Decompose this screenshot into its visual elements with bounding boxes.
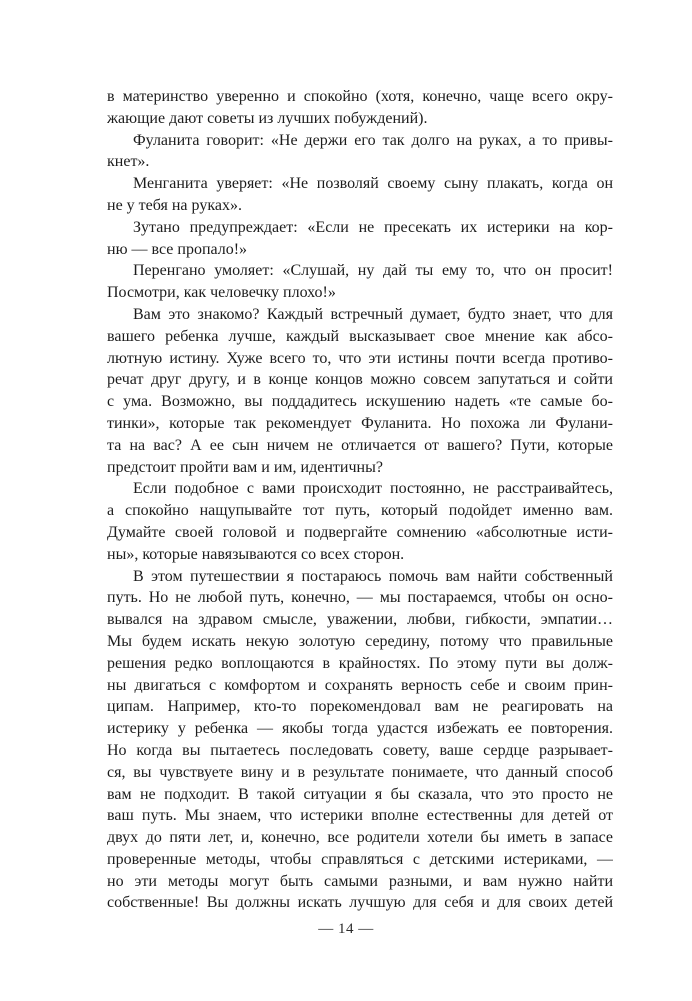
text-line: ню — все пропало!»	[107, 240, 248, 258]
text-line: проверенные методы, чтобы справляться с детскими истериками, —	[107, 850, 613, 868]
text-line: Зутано предупреждает: «Если не пресекать их истерики на кор-	[133, 218, 613, 236]
text-line: двух до пяти лет, и, конечно, все родители хотели бы иметь в запасе	[107, 829, 613, 847]
text-line: в материнство уверенно и спокойно (хотя, конечно, чаще всего окру-	[107, 88, 613, 105]
text-line: путь. Но не любой путь, конечно, — мы постараемся, чтобы он осно-	[107, 589, 613, 607]
text-line: Перенгано умоляет: «Слушай, ну дай ты ему то, что он просит!	[133, 262, 613, 280]
text-line: Думайте своей головой и подвергайте сомнению «абсолютные исти-	[107, 523, 613, 541]
text-line: но эти методы могут быть самыми разными, и вам нужно найти	[107, 872, 613, 890]
text-line: Фуланита говорит: «Не держи его так долго на руках, а то привы-	[133, 131, 613, 149]
text-line: ся, вы чувствуете вину и в результате понимаете, что данный способ	[107, 763, 613, 781]
text-line: та на вас? А ее сын ничем не отличается от вашего? Пути, которые	[107, 436, 613, 454]
text-line: истерику у ребенка — якобы тогда удастся избежать ее повторения.	[107, 720, 613, 738]
paragraph	[107, 86, 613, 130]
text-line: вывался на здравом смысле, уважении, любви, гибкости, эмпатии…	[107, 611, 613, 629]
paragraph	[107, 217, 613, 261]
paragraph	[107, 130, 613, 174]
text-line: Менганита уверяет: «Не позволяй своему сыну плакать, когда он	[133, 175, 613, 193]
text-line: с ума. Возможно, вы поддадитесь искушению надеть «те самые бо-	[107, 393, 613, 411]
text-line: ны двигаться с комфортом и сохранять верность себе и своим прин-	[107, 676, 613, 694]
text-line: вам не подходит. В такой ситуации я бы сказала, что это просто не	[107, 785, 613, 803]
text-line: Если подобное с вами происходит постоянно, не расстраивайтесь,	[133, 480, 613, 498]
text-line: ны», которые навязываются со всех сторон.	[107, 545, 405, 563]
text-line: а спокойно нащупывайте тот путь, который подойдет именно вам.	[107, 502, 613, 520]
paragraph	[107, 304, 613, 478]
text-line: собственные! Вы должны искать лучшую для себя и для своих детей	[107, 894, 613, 912]
paragraph	[107, 173, 613, 217]
text-line: В этом путешествии я постараюсь помочь вам найти собственный	[133, 567, 613, 585]
text-line: вашего ребенка лучше, каждый высказывает свое мнение как абсо-	[107, 327, 613, 345]
text-line: решения редко воплощаются в крайностях. По этому пути вы долж-	[107, 654, 613, 672]
text-line: ваш путь. Мы знаем, что истерики вполне естественны для детей от	[107, 807, 613, 825]
paragraph	[107, 566, 613, 915]
body-text	[107, 86, 613, 914]
text-line: жающие дают советы из лучших побуждений).	[107, 109, 428, 127]
text-line: Вам это знакомо? Каждый встречный думает, будто знает, что для	[133, 305, 613, 323]
text-line: Но когда вы пытаетесь последовать совету, ваше сердце разрывает-	[107, 741, 613, 759]
text-line: не у тебя на руках».	[107, 196, 242, 214]
text-line: Посмотри, как человечку плохо!»	[107, 284, 336, 302]
text-line: кнет».	[107, 153, 150, 171]
text-line: Мы будем искать некую золотую середину, потому что правильные	[107, 632, 613, 650]
paragraph	[107, 260, 613, 304]
text-line: тинки», которые так рекомендует Фуланита. Но похожа ли Фулани-	[107, 414, 613, 432]
text-line: ципам. Например, кто-то порекомендовал вам не реагировать на	[107, 698, 613, 716]
text-line: речат друг другу, и в конце концов можно совсем запутаться и сойти	[107, 371, 613, 389]
paragraph	[107, 478, 613, 565]
text-line: лютную истину. Хуже всего то, что эти истины почти всегда противо-	[107, 349, 613, 367]
text-line: предстоит пройти вам и им, идентичны?	[107, 458, 383, 476]
page-number: — 14 —	[318, 921, 374, 937]
